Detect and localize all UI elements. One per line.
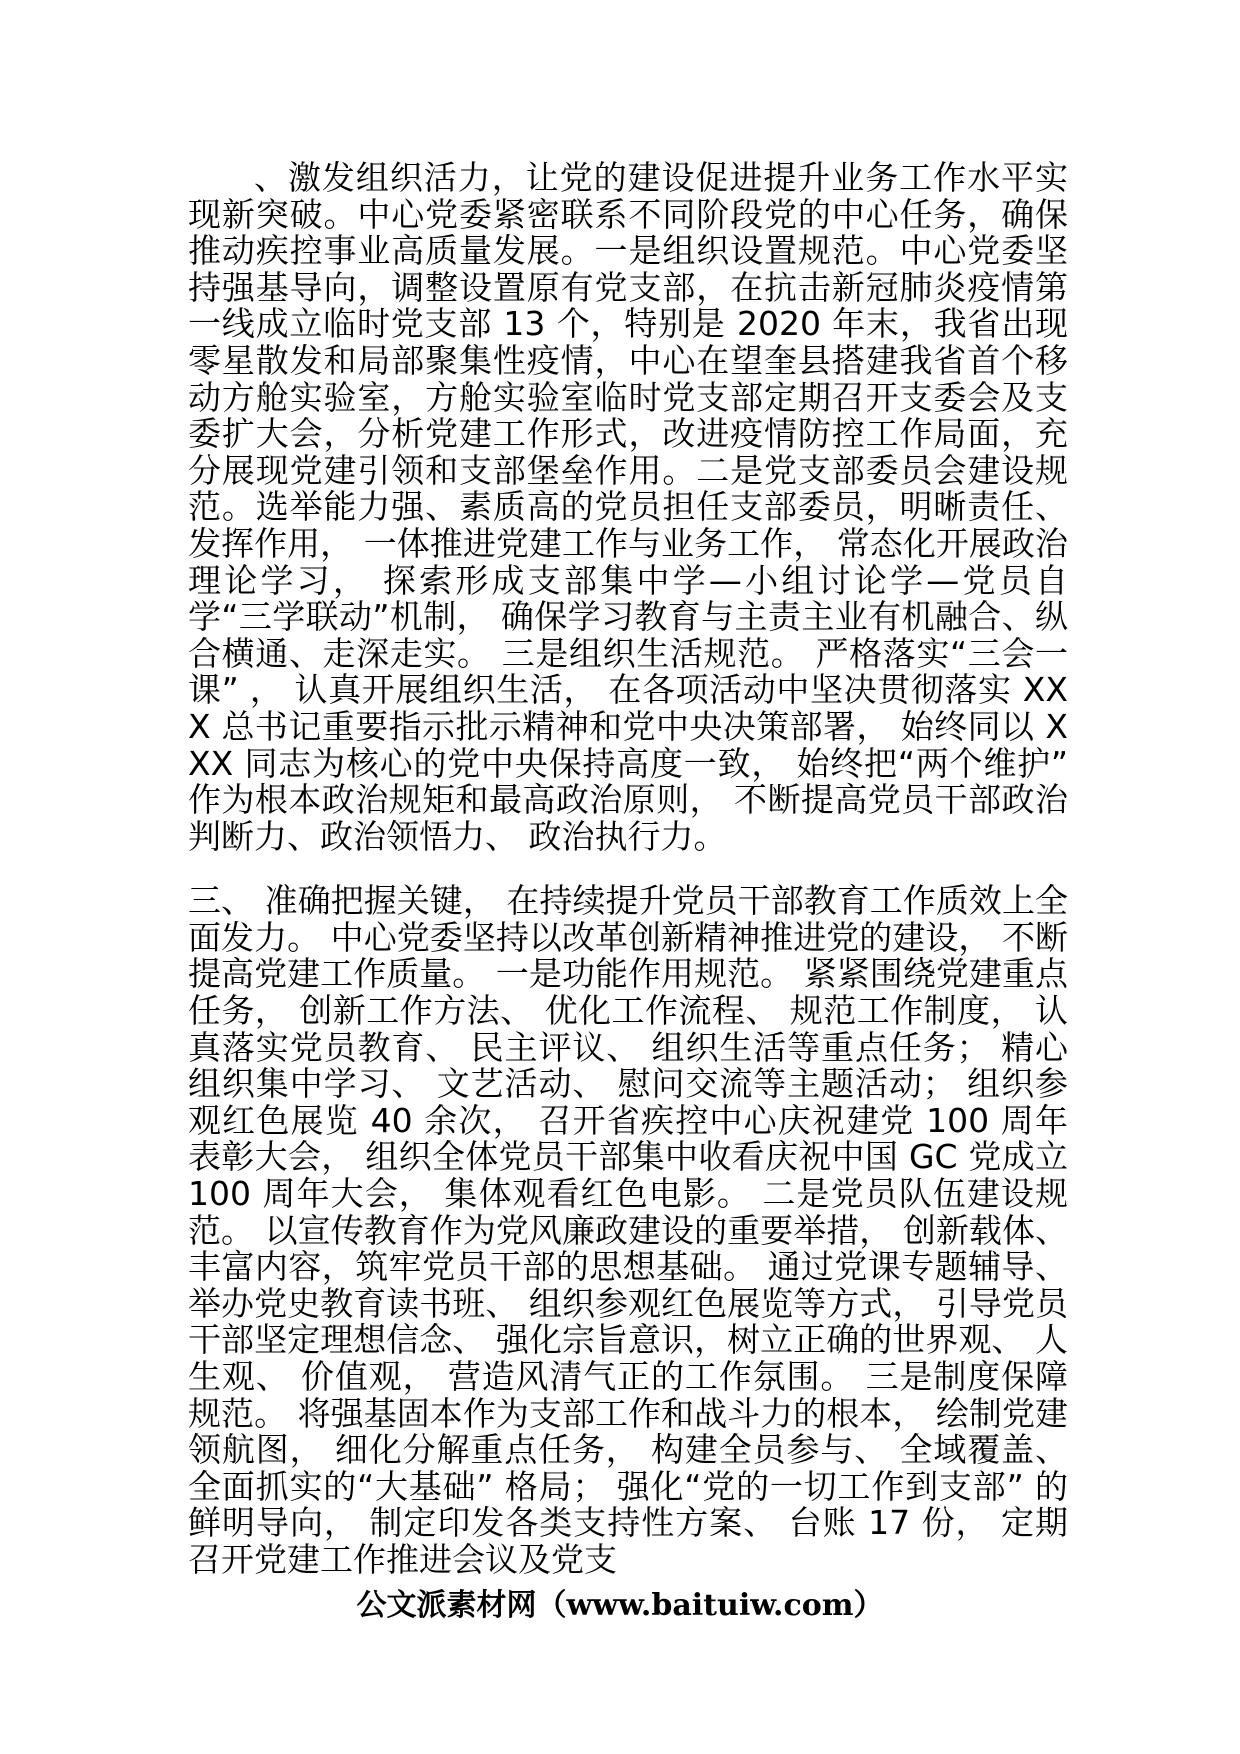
document-body — [188, 160, 1068, 1579]
footer-watermark-text: 公文派素材网（www.baituiw.com） — [356, 1588, 884, 1623]
paragraph-section-two: 、激发组织活力，让党的建设促进提升业务工作水平实现新突破。中心党委紧密联系不同阶段党的中心任务，确保推动疾控事业高质量发展。一是组织设置规范。中心党委坚持强基导向，调整设置原有党支部，在抗击新冠肺炎疫情第一线成立临时党支部 13 个，特别是 2020 年末，我省出现零星散发和局部聚集性疫情，中心在望奎县搭建我省首个移动方舱实验室，方舱实验室临时党支部定期召开支委会及支委扩大会，分析党建工作形式，改进疫情防控工作局面，充分展现党建引领和支部堡垒作用。二是党支部委员会建设规范。选举能力强、素质高的党员担任支部委员，明晰责任、发挥作用， 一体推进党建工作与业务工作， 常态化开展政治理论学习， 探索形成支部集中学—小组讨论学—党员自学“三学联动”机制， 确保学习教育与主责主业有机融合、纵合横通、走深走实。 三是组织生活规范。 严格落实“三会一课” ， 认真开展组织生活， 在各项活动中坚决贯彻落实 XXX 总书记重要指示批示精神和党中央决策部署， 始终同以 XXX 同志为核心的党中央保持高度一致， 始终把“两个维护” 作为根本政治规矩和最高政治原则， 不断提高党员干部政治判断力、政治领悟力、 政治执行力。 — [188, 158, 1068, 856]
paragraph-section-three: 三、 准确把握关键， 在持续提升党员干部教育工作质效上全面发力。 中心党委坚持以改革创新精神推进党的建设， 不断提高党建工作质量。 一是功能作用规范。 紧紧围绕党建重点任务， 创新工作方法、 优化工作流程、 规范工作制度， 认真落实党员教育、 民主评议、 组织生活等重点任务； 精心组织集中学习、 文艺活动、 慰问交流等主题活动； 组织参观红色展览 40 余次， 召开省疾控中心庆祝建党 100 周年表彰大会， 组织全体党员干部集中收看庆祝中国 GC 党成立 100 周年大会， 集体观看红色电影。 二是党员队伍建设规范。 以宣传教育作为党风廉政建设的重要举措， 创新载体、 丰富内容，筑牢党员干部的思想基础。 通过党课专题辅导、 举办党史教育读书班、 组织参观红色展览等方式， 引导党员干部坚定理想信念、 强化宗旨意识，树立正确的世界观、 人生观、 价值观， 营造风清气正的工作氛围。 三是制度保障规范。 将强基固本作为支部工作和战斗力的根本， 绘制党建领航图， 细化分解重点任务， 构建全员参与、 全域覆盖、 全面抓实的“大基础” 格局； 强化“党的一切工作到支部” 的鲜明导向， 制定印发各类支持性方案、 台账 17 份， 定期召开党建工作推进会议及党支 — [188, 881, 1068, 1579]
